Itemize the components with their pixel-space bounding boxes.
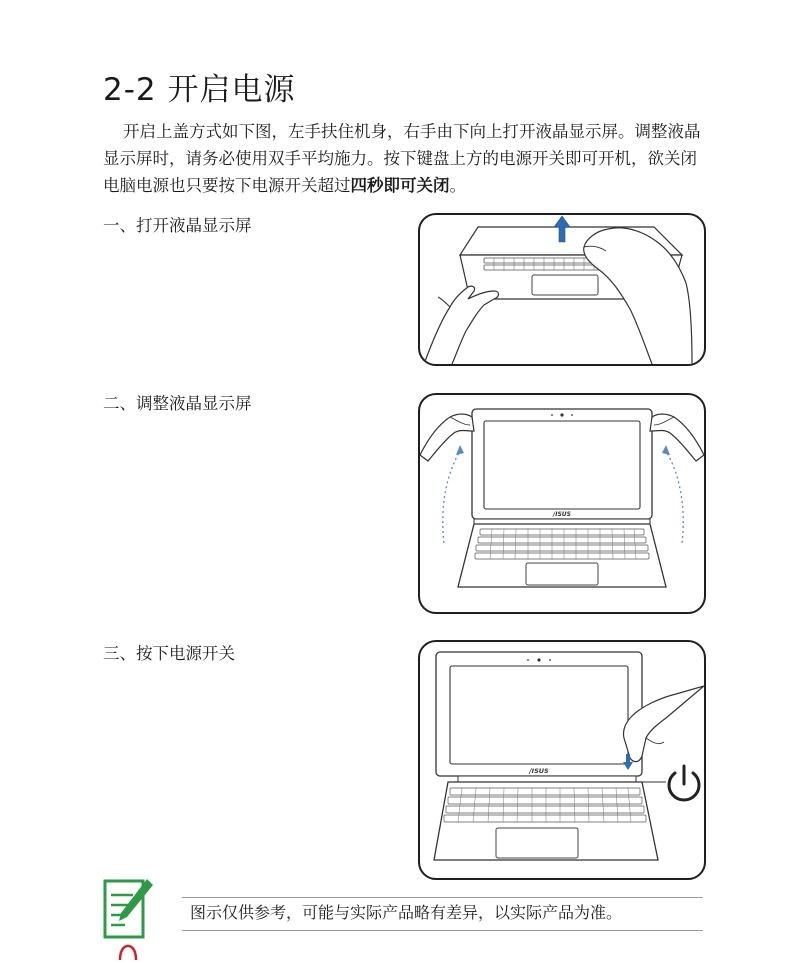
press-power-illustration (418, 640, 706, 880)
note-divider-top (182, 897, 703, 898)
step-1-label: 一、打开液晶显示屏 (103, 216, 252, 235)
note-text: 图示仅供参考，可能与实际产品略有差异，以实际产品为准。 (190, 903, 623, 922)
power-icon (669, 766, 699, 800)
adjust-screen-illustration (418, 393, 706, 614)
open-lid-drawing (420, 215, 704, 364)
step-3-label: 三、按下电源开关 (103, 644, 235, 663)
adjust-screen-drawing (420, 395, 704, 612)
note-divider-bottom (182, 930, 703, 931)
intro-end-text: 。 (449, 176, 466, 195)
open-lid-illustration (418, 213, 706, 366)
press-power-drawing (420, 642, 704, 878)
section-title: 2-2 开启电源 (103, 72, 296, 108)
brand-logo-2: /ISUS (529, 767, 549, 775)
page-corner-mark (116, 944, 140, 960)
step-2-label: 二、调整液晶显示屏 (103, 394, 252, 413)
intro-paragraph (103, 118, 705, 199)
brand-logo-1: /ISUS (553, 511, 571, 518)
note-pencil-icon (103, 877, 155, 941)
intro-bold-text: 四秒即可关闭 (350, 176, 450, 195)
intro-main-text: 开启上盖方式如下图，左手扶住机身，右手由下向上打开液晶显示屏。调整液晶显示屏时，请务必使用双手平均施力。按下键盘上方的电源开关即可开机，欲关闭电脑电源也只要按下电源开关超过 (103, 122, 701, 195)
